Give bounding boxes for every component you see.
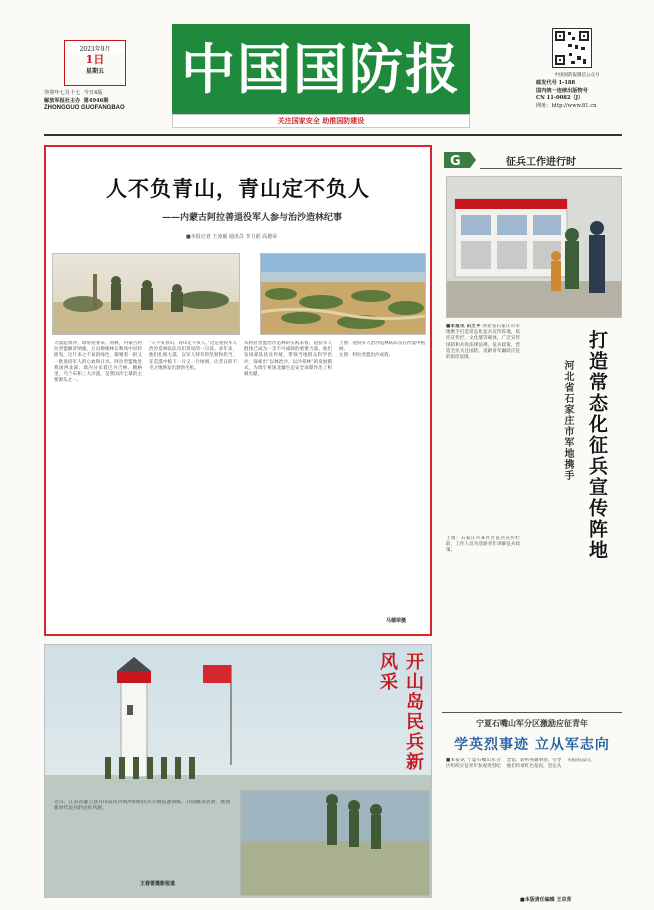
pages-count: 今日4版 [83, 90, 103, 96]
cn-number: CN 11-0082（J） [536, 95, 584, 101]
feature-para-2: “人不负青山，青山定不负人。”这是退役军人治沙造林队队员们常说的一句话。多年来，他们扎根大漠，以军人特有的坚韧和担当，在荒漠中植下一片又一片绿洲，让昔日的不毛之地焕发出勃勃生机。 [149, 341, 237, 371]
lunar-date: 癸卯年七月十七 [44, 90, 81, 96]
date-day: 1日 [85, 53, 105, 66]
publisher: 解放军报社主办 [44, 97, 81, 104]
lower-left-caption: 近日，江苏省灌云县开山岛民兵哨所组织民兵开展巡逻训练、升国旗等活动，展现新时代民兵的良好风貌。 [54, 800, 230, 812]
lower-left-credit: 王春雷摄影报道 [140, 881, 176, 887]
slogan-text: 关注国家安全 助推国防建设 [277, 116, 365, 125]
feature-body-col-2 [149, 341, 237, 631]
masthead-logo [172, 24, 470, 114]
section-header [442, 150, 622, 170]
section-rule [480, 168, 622, 169]
website-url: 网址：http://www.81.cn [536, 102, 597, 109]
feature-byline: ■本报记者 王凌硕 通讯员 李卫彪 高德荣 [186, 234, 278, 240]
photo-tree-planting [52, 253, 240, 335]
feature-note-2: 左图：阿拉善盟治沙成效。 [339, 353, 393, 359]
section-logo-icon [442, 150, 478, 170]
feature-title: 人不负青山，青山定不负人 [106, 176, 370, 201]
feature-photo-credit: 马德荣摄 [386, 618, 407, 624]
weekday: 星期五 [85, 68, 104, 75]
lower-right-headline: 学英烈事迹 立从军志向 [454, 737, 610, 753]
qr-code [552, 28, 592, 68]
postal-code: 邮发代号 1-188 [536, 80, 576, 86]
lower-right-kicker: 宁夏石嘴山军分区激励应征青年 [476, 718, 588, 728]
feature-body-col-4 [339, 341, 425, 591]
right-subhead: 河北省石家庄市军地携手 [562, 360, 573, 481]
feature-article [44, 145, 432, 636]
feature-note-1: 上图：退役军人治沙造林队队员在沙漠中植树。 [339, 341, 425, 353]
right-headline: 打造常态化征兵宣传阵地 [586, 330, 608, 561]
feature-body-col-1 [54, 341, 142, 631]
photo-green-belt [260, 253, 426, 335]
feature-subtitle: ——内蒙古阿拉善退役军人参与治沙造林纪事 [162, 213, 343, 223]
section-label: 征兵工作进行时 [506, 157, 576, 168]
date-box [64, 40, 126, 86]
masthead-meta-left [44, 90, 169, 113]
date-year-month: 2023年9月 [65, 41, 125, 53]
qr-caption: 中国国防报微信公众号 [554, 73, 600, 78]
slogan-banner [172, 114, 470, 128]
feature-body-col-3 [244, 341, 332, 631]
feature-para-3: 从阿拉善盟治沙造林的实践来看，退役军人群体已成为一支不可或缺的重要力量。他们发扬部队优良传统，带领当地群众科学治沙，探索出“以林治沙、以沙养林”的发展模式，为筑牢祖国北疆生态安全屏障作出了积极贡献。 [244, 341, 332, 378]
issue-number: 第4946期 [83, 97, 109, 104]
right-byline: ■本报讯 田芝平 [446, 324, 481, 329]
lower-right-text: ■本报讯 宁夏石嘴山军分区组织应征青年参观英烈纪念馆，聆听英雄事迹，引导他们传承红色基因，坚定从军报国志向。 [446, 758, 595, 770]
lower-left-headline: 开山岛民兵新风采 [377, 652, 424, 772]
right-caption-text [446, 536, 520, 596]
svg-text:G: G [450, 154, 461, 169]
masthead-rule [44, 134, 622, 136]
paper-title: 中国国防报 [181, 37, 461, 101]
masthead-meta-right [536, 80, 626, 110]
page-editor: ■本版责任编辑 王京育 [520, 897, 572, 903]
feature-para-1: 大漠起黄沙，绿带迎春来。初秋，内蒙古阿拉善盟额济纳旗，万亩梭梭林在秋风中轻轻摇曳，这片来之不易的绿色，凝聚着一批又一批退役军人的心血和汗水。阿拉善盟地处我国西北部，境内分布着巴丹吉林、腾格里、乌兰布和三大沙漠，是我国沙尘暴的主要源头之一。 [54, 341, 142, 384]
lower-right-body [446, 758, 622, 878]
cn-label: 国内统一连续出版物号 [536, 87, 588, 94]
right-photo-caption: 上图：石家庄市某社区征兵宣传栏前，工作人员为适龄青年讲解征兵政策。 [446, 536, 520, 554]
right-body: 河北省石家庄市军地携手打造常态化征兵宣传阵地，依托宣传栏、文化墙等载体，广泛宣传国防和兵役法律法规、征兵政策，营造全民关注国防、适龄青年踊跃应征的浓厚氛围。 [446, 324, 520, 361]
pinyin-title: ZHONGGUO GUOFANGBAO [44, 105, 125, 111]
photo-recruitment-board [446, 176, 622, 318]
right-divider [442, 712, 622, 713]
right-body-text [446, 324, 520, 532]
